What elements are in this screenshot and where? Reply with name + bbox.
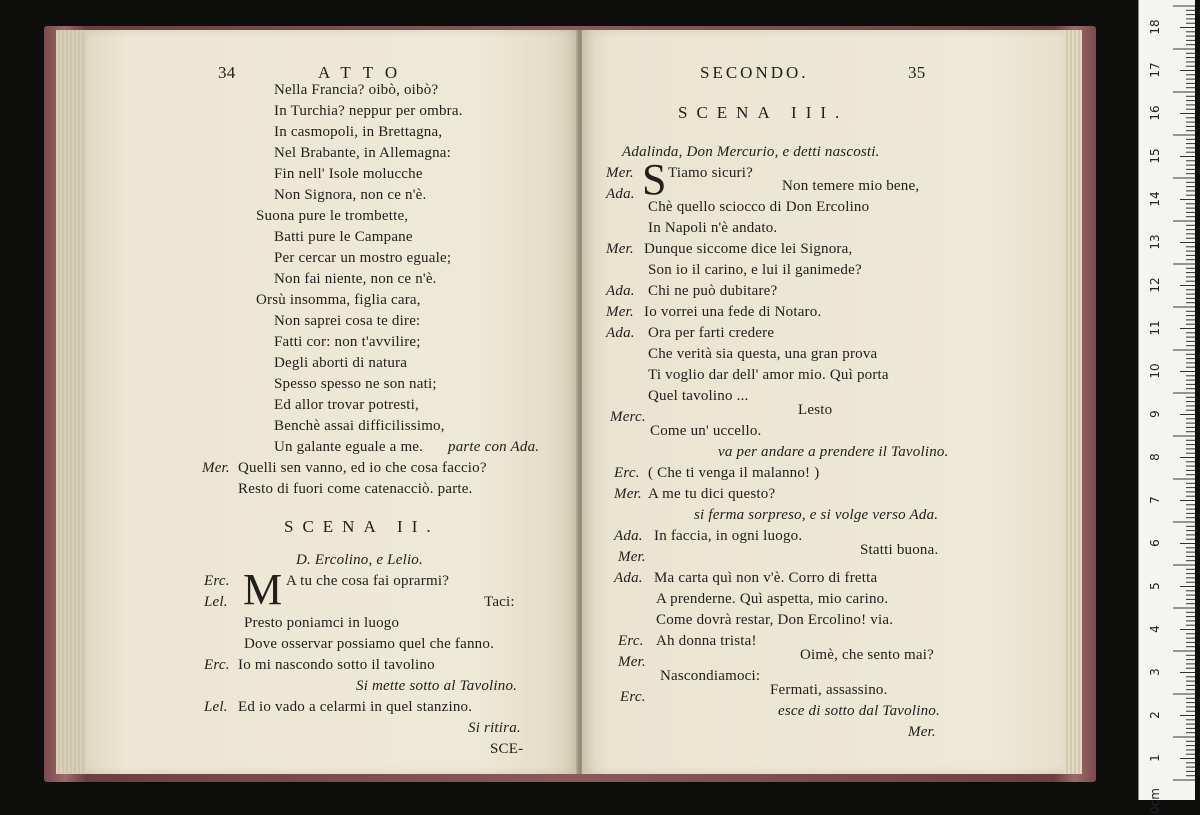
verse-line: Un galante eguale a me. [274, 439, 424, 455]
verse-line: Nascondiamoci: [660, 668, 761, 684]
verse-line: Benchè assai difficilissimo, [274, 418, 445, 434]
ruler-label: 13 [1148, 233, 1162, 250]
verse-line: Ed allor trovar potresti, [274, 397, 419, 413]
verse-line: Ti voglio dar dell' amor mio. Quì porta [648, 367, 889, 383]
speaker-tag: Merc. [610, 409, 646, 425]
page-number: 35 [908, 63, 926, 82]
verse-line: Nella Francia? oibò, oibò? [274, 82, 439, 98]
page-stack-right [1064, 30, 1082, 774]
ruler-label: 17 [1148, 61, 1162, 78]
verse-line: Come dovrà restar, Don Ercolino! via. [656, 612, 894, 628]
speaker-tag: Ada. [614, 528, 643, 544]
stage-direction: si ferma sorpreso, e si volge verso Ada. [694, 507, 939, 523]
ruler-label: 5 [1148, 581, 1162, 590]
verse-line: Tiamo sicuri? [668, 165, 753, 181]
speaker-tag: Ada. [606, 283, 635, 299]
stage-direction: esce di sotto dal Tavolino. [778, 703, 940, 719]
verse-line: ( Che ti venga il malanno! ) [648, 465, 820, 481]
verse-line: Son io il carino, e lui il ganimede? [648, 262, 862, 278]
ruler-label: 3 [1148, 667, 1162, 676]
verse-line: Non fai niente, non ce n'è. [274, 271, 437, 287]
verse-line: In casmopoli, in Brettagna, [274, 124, 443, 140]
speaker-tag: Erc. [204, 573, 230, 589]
scene-title: SCENA II. [284, 517, 440, 536]
speaker-tag: Erc. [204, 657, 230, 673]
verse-line: Io mi nascondo sotto il tavolino [238, 657, 435, 673]
measuring-ruler [1138, 0, 1195, 814]
verse-line: Quelli sen vanno, ed io che cosa faccio? [238, 460, 487, 476]
speaker-tag: Ada. [606, 325, 635, 341]
speaker-tag: Mer. [614, 486, 642, 502]
speaker-tag: Mer. [606, 304, 634, 320]
ruler-label: 8 [1148, 452, 1162, 461]
speaker-tag: Mer. [606, 241, 634, 257]
ruler-label: 9 [1148, 409, 1162, 418]
verse-line: Fin nell' Isole molucche [274, 166, 423, 182]
verse-line: In Turchia? neppur per ombra. [274, 103, 463, 119]
verse-line: Chè quello sciocco di Don Ercolino [648, 199, 870, 215]
stage-direction: parte con Ada. [448, 439, 540, 455]
verse-line: Dunque siccome dice lei Signora, [644, 241, 853, 257]
ruler-label: 18 [1148, 18, 1162, 35]
speaker-tag: Lel. [204, 594, 228, 610]
verse-line: In faccia, in ogni luogo. [654, 528, 803, 544]
page-number: 34 [218, 63, 236, 82]
verse-line: Orsù insomma, figlia cara, [256, 292, 421, 308]
verse-line: A tu che cosa fai oprarmi? [286, 573, 450, 589]
scene-characters: D. Ercolino, e Lelio. [296, 552, 423, 568]
verse-line: Per cercar un mostro eguale; [274, 250, 452, 266]
ruler-label: 6 [1148, 538, 1162, 547]
speaker-tag: Lel. [204, 699, 228, 715]
verse-line: Ah donna trista! [656, 633, 757, 649]
verse-line: Statti buona. [860, 542, 939, 558]
verse-line: Oimè, che sento mai? [800, 647, 934, 663]
verse-line: Spesso spesso ne son nati; [274, 376, 437, 392]
ruler-label: 2 [1148, 710, 1162, 719]
stage-direction: Si mette sotto al Tavolino. [356, 678, 518, 694]
verse-line: Suona pure le trombette, [256, 208, 409, 224]
verse-line: Ed io vado a celarmi in quel stanzino. [238, 699, 473, 715]
ruler-label: 12 [1148, 276, 1162, 293]
verse-line: Ma carta quì non v'è. Corro di fretta [654, 570, 878, 586]
catchword: SCE- [490, 741, 524, 757]
running-head: ATTO [318, 63, 410, 82]
scene-title: SCENA III. [678, 103, 849, 122]
verse-line: Ora per farti credere [648, 325, 775, 341]
verse-line: Che verità sia questa, una gran prova [648, 346, 878, 362]
verse-line: Io vorrei una fede di Notaro. [644, 304, 822, 320]
speaker-tag: Mer. [606, 165, 634, 181]
right-page [582, 30, 1064, 774]
verse-line: Lesto [798, 402, 833, 418]
verse-line: A me tu dici questo? [648, 486, 776, 502]
verse-line: Presto poniamci in luogo [244, 615, 400, 631]
ruler-label: 4 [1148, 624, 1162, 633]
ruler-label: 10 [1148, 362, 1162, 379]
speaker-tag: Mer. [618, 654, 646, 670]
verse-line: Degli aborti di natura [274, 355, 408, 371]
drop-cap: S [642, 155, 667, 204]
verse-line: Fermati, assassino. [770, 682, 888, 698]
speaker-tag: Erc. [614, 465, 640, 481]
catchword: Mer. [908, 724, 936, 740]
verse-line: In Napoli n'è andato. [648, 220, 778, 236]
speaker-tag: Ada. [606, 186, 635, 202]
page-stack-left [56, 30, 86, 774]
verse-line: Non Signora, non ce n'è. [274, 187, 427, 203]
speaker-tag: Ada. [614, 570, 643, 586]
verse-line: Nel Brabante, in Allemagna: [274, 145, 452, 161]
scene-characters: Adalinda, Don Mercurio, e detti nascosti. [622, 144, 880, 160]
verse-line: Taci: [484, 594, 515, 610]
running-head: SECONDO. [700, 63, 809, 82]
verse-line: Resto di fuori come catenacciò. parte. [238, 481, 473, 497]
ruler-label: 7 [1148, 495, 1162, 504]
verse-line: Non temere mio bene, [782, 178, 920, 194]
verse-line: Come un' uccello. [650, 423, 762, 439]
verse-line: Batti pure le Campane [274, 229, 413, 245]
speaker-tag: Erc. [620, 689, 646, 705]
speaker-tag: Mer. [618, 549, 646, 565]
ruler-label: 0cm [1148, 787, 1162, 814]
ruler-label: 11 [1148, 319, 1162, 336]
verse-line: Dove osservar possiamo quel che fanno. [244, 636, 495, 652]
ruler-label: 14 [1148, 190, 1162, 207]
verse-line: A prenderne. Quì aspetta, mio carino. [656, 591, 889, 607]
speaker-tag: Mer. [202, 460, 230, 476]
left-page [86, 30, 578, 774]
ruler-label: 15 [1148, 147, 1162, 164]
verse-line: Chi ne può dubitare? [648, 283, 778, 299]
drop-cap: M [243, 565, 283, 614]
verse-line: Non saprei cosa te dire: [274, 313, 421, 329]
verse-line: Fatti cor: non t'avvilire; [274, 334, 421, 350]
speaker-tag: Erc. [618, 633, 644, 649]
stage-direction: Si ritira. [468, 720, 521, 736]
ruler-label: 1 [1148, 753, 1162, 762]
ruler-label: 16 [1148, 104, 1162, 121]
stage-direction: va per andare a prendere il Tavolino. [718, 444, 949, 460]
verse-line: Quel tavolino ... [648, 388, 749, 404]
